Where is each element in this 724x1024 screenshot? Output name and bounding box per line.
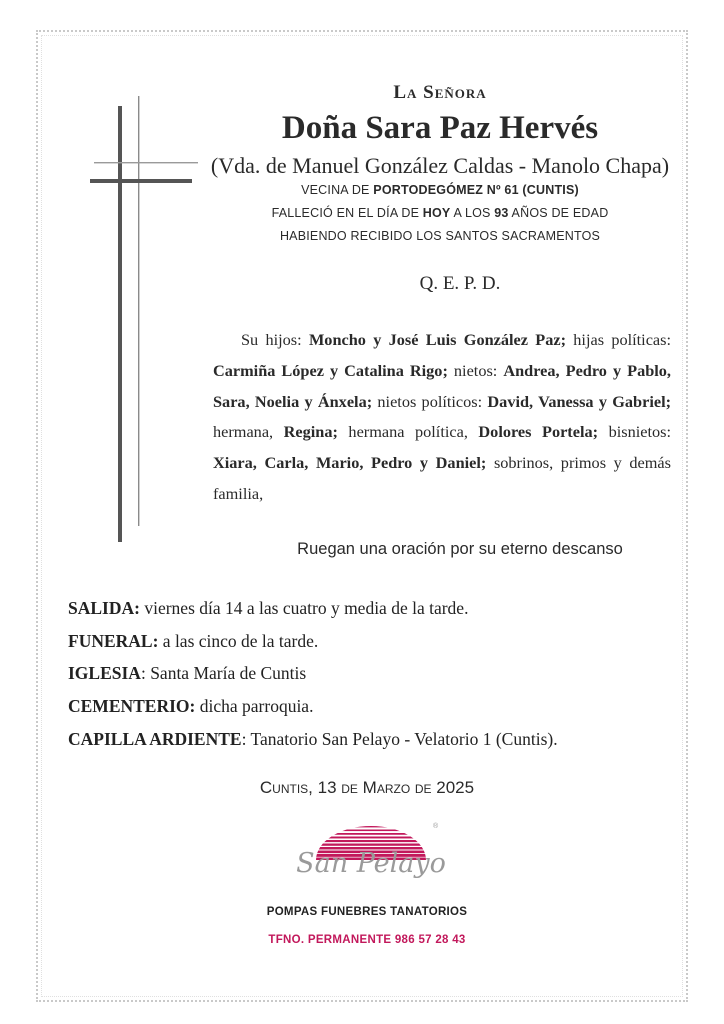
logo-stripe bbox=[296, 844, 446, 846]
logo-text: San Pelayo bbox=[296, 848, 446, 879]
residence-line: VECINA DE PORTODEGÓMEZ Nº 61 (CUNTIS) bbox=[301, 183, 579, 197]
detail-cementerio: CEMENTERIO: dicha parroquia. bbox=[68, 696, 314, 717]
widow-of: (Vda. de Manuel González Caldas - Manolo Chapa) bbox=[210, 153, 670, 178]
logo-stripe bbox=[296, 837, 446, 839]
prayer-line: Ruegan una oración por su eterno descanso bbox=[297, 540, 623, 558]
service-details bbox=[68, 598, 688, 761]
cross-icon bbox=[90, 96, 200, 542]
registered-mark: ® bbox=[433, 823, 439, 830]
dateline: Cuntis, 13 de Marzo de 2025 bbox=[259, 778, 475, 797]
sacraments-line: HABIENDO RECIBIDO LOS SANTOS SACRAMENTOS bbox=[279, 229, 601, 243]
logo-stripe bbox=[296, 833, 446, 835]
logo-stripe bbox=[296, 840, 446, 842]
logo-stripe bbox=[296, 830, 446, 832]
deceased-name: Doña Sara Paz Hervés bbox=[281, 110, 599, 146]
detail-funeral: FUNERAL: a las cinco de la tarde. bbox=[68, 630, 319, 651]
detail-iglesia: IGLESIA: Santa María de Cuntis bbox=[68, 663, 307, 684]
death-line: FALLECIÓ EN EL DÍA DE HOY A LOS 93 AÑOS DE EDAD bbox=[271, 206, 609, 220]
detail-salida: SALIDA: viernes día 14 a las cuatro y media de la tarde. bbox=[68, 598, 469, 618]
phone-number: TFNO. PERMANENTE 986 57 28 43 bbox=[268, 934, 466, 946]
salutation: La Señora bbox=[393, 82, 487, 103]
detail-capilla: CAPILLA ARDIENTE: Tanatorio San Pelayo - Velatorio 1 (Cuntis). bbox=[68, 728, 558, 749]
company-services: POMPAS FUNEBRES TANATORIOS bbox=[266, 906, 468, 918]
family-paragraph: Su hijos: Moncho y José Luis González Paz; hijas políticas: Carmiña López y Catalina Rigo; nietos: Andrea, Pedro y Pablo, Sara, Noelia y Ánxela; nietos políticos: David, Vanessa y Gabriel; hermana, Regina; hermana política, Dolores Portela; bisnietos: Xiara, Carla, Mario, Pedro y Daniel; sobrinos, primos y demás familia, bbox=[213, 330, 672, 503]
logo-stripe bbox=[296, 826, 446, 827]
qepd: Q. E. P. D. bbox=[419, 273, 501, 294]
